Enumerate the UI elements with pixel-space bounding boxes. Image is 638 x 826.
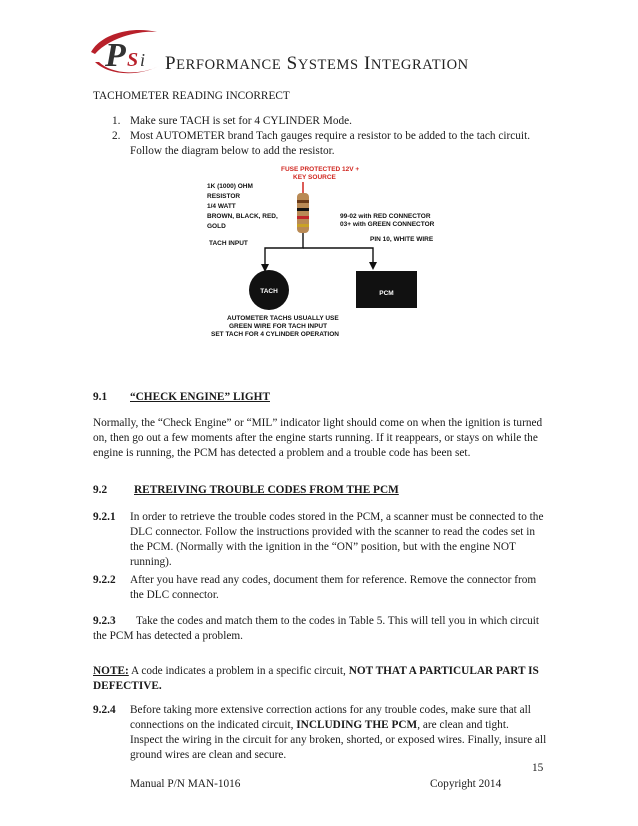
section-9-1-line-1: Normally, the “Check Engine” or “MIL” indicator light should come on when the ignition is turned <box>93 417 543 429</box>
section-9-2-1-line-3: the PCM. (Normally with the ignition in the “ON” position, but with the engine NOT <box>130 541 516 553</box>
resistor <box>297 193 309 233</box>
tach-item-1-num: 1. <box>112 115 121 127</box>
pin-label: PIN 10, WHITE WIRE <box>370 236 434 243</box>
psi-logo <box>87 22 163 84</box>
note-line-2: GREEN WIRE FOR TACH INPUT <box>229 323 328 330</box>
company-name: PERFORMANCE SYSTEMS INTEGRATION <box>165 53 469 74</box>
note-line-3: SET TACH FOR 4 CYLINDER OPERATION <box>211 331 339 338</box>
resistor-label-4: BROWN, BLACK, RED, <box>207 213 278 220</box>
tach-item-1-text: Make sure TACH is set for 4 CYLINDER Mode. <box>130 115 352 127</box>
section-9-2-2-line-2: the DLC connector. <box>130 589 219 601</box>
connector-label-1: 99-02 with RED CONNECTOR <box>340 213 431 220</box>
section-9-2-3-line-2: the PCM has detected a problem. <box>93 630 243 642</box>
tach-input-wire <box>265 233 303 270</box>
section-9-2-4-line-2: connections on the indicated circuit, INCLUDING THE PCM, are clean and tight. <box>130 719 509 731</box>
tach-item-2-line1: Most AUTOMETER brand Tach gauges require a resistor to be added to the tach circuit. <box>130 130 531 142</box>
tach-wiring-diagram <box>207 162 473 346</box>
section-9-2-4-line-1: Before taking more extensive correction actions for any trouble codes, make sure that all <box>130 704 531 716</box>
section-9-1-line-2: on, then go out a few moments after the engine starts running. If it reappears, or stays on while the <box>93 432 538 444</box>
section-9-2-4-line-4: ground wires are clean and secure. <box>130 749 287 761</box>
section-9-2-2-number: 9.2.2 <box>93 574 116 586</box>
section-9-2-4-line-3: Inspect the wiring in the circuit for any broken, shorted, or exposed wires. Finally, insure all <box>130 734 547 746</box>
section-9-1-title: “CHECK ENGINE” LIGHT <box>130 391 270 403</box>
fuse-label-2: KEY SOURCE <box>293 174 336 181</box>
section-9-1-number: 9.1 <box>93 391 108 403</box>
section-9-2-1-line-1: In order to retrieve the trouble codes stored in the PCM, a scanner must be connected to the <box>130 511 544 523</box>
section-9-1-line-3: engine is running, the PCM has detected a problem and a trouble code has been set. <box>93 447 471 459</box>
page-number: 15 <box>532 762 544 774</box>
resistor-label-1: 1K (1000) OHM <box>207 183 253 190</box>
section-9-2-4-number: 9.2.4 <box>93 704 116 716</box>
pcm-arrow-icon <box>369 262 377 270</box>
manual-part-number: Manual P/N MAN-1016 <box>130 778 241 790</box>
note-emphasis-1: NOT THAT A PARTICULAR PART IS <box>348 665 539 677</box>
note-emphasis-2: DEFECTIVE. <box>93 680 162 692</box>
tach-item-2-line2: Follow the diagram below to add the resistor. <box>130 145 335 157</box>
note-label: NOTE: <box>93 665 129 677</box>
resistor-label-5: GOLD <box>207 223 226 230</box>
tach-item-2-num: 2. <box>112 130 121 142</box>
note-text: A code indicates a problem in a specific circuit, <box>128 665 349 677</box>
tach-circle-label: TACH <box>260 288 278 295</box>
fuse-label-1: FUSE PROTECTED 12V + <box>281 166 360 173</box>
copyright: Copyright 2014 <box>430 778 502 790</box>
section-9-2-2-line-1: After you have read any codes, document them for reference. Remove the connector from <box>130 574 537 586</box>
logo-letter-i: i <box>140 50 146 70</box>
note-line-1: AUTOMETER TACHS USUALLY USE <box>227 315 339 322</box>
tach-input-label: TACH INPUT <box>209 240 248 247</box>
logo-letter-p: P <box>105 37 126 74</box>
pcm-label: PCM <box>379 290 394 297</box>
note-line-1 <box>93 663 539 679</box>
section-9-2-1-line-4: running). <box>130 556 172 568</box>
resistor-label-2: RESISTOR <box>207 193 241 200</box>
pin10-wire <box>303 248 373 268</box>
section-9-2-3-line-1: Take the codes and match them to the codes in Table 5. This will tell you in which circuit <box>136 615 540 627</box>
section-9-2-1-number: 9.2.1 <box>93 511 116 523</box>
resistor-label-3: 1/4 WATT <box>207 203 236 210</box>
connector-label-2: 03+ with GREEN CONNECTOR <box>340 221 435 228</box>
including-pcm-emphasis: INCLUDING THE PCM <box>296 719 418 731</box>
section-9-2-number: 9.2 <box>93 484 108 496</box>
section-9-2-title: RETREIVING TROUBLE CODES FROM THE PCM <box>134 484 399 496</box>
tach-heading: TACHOMETER READING INCORRECT <box>93 90 290 102</box>
section-9-2-1-line-2: DLC connector. Follow the instructions provided with the scanner to read the codes set in <box>130 526 536 538</box>
section-9-2-3-number: 9.2.3 <box>93 615 116 627</box>
logo-letter-s: S <box>127 49 139 71</box>
